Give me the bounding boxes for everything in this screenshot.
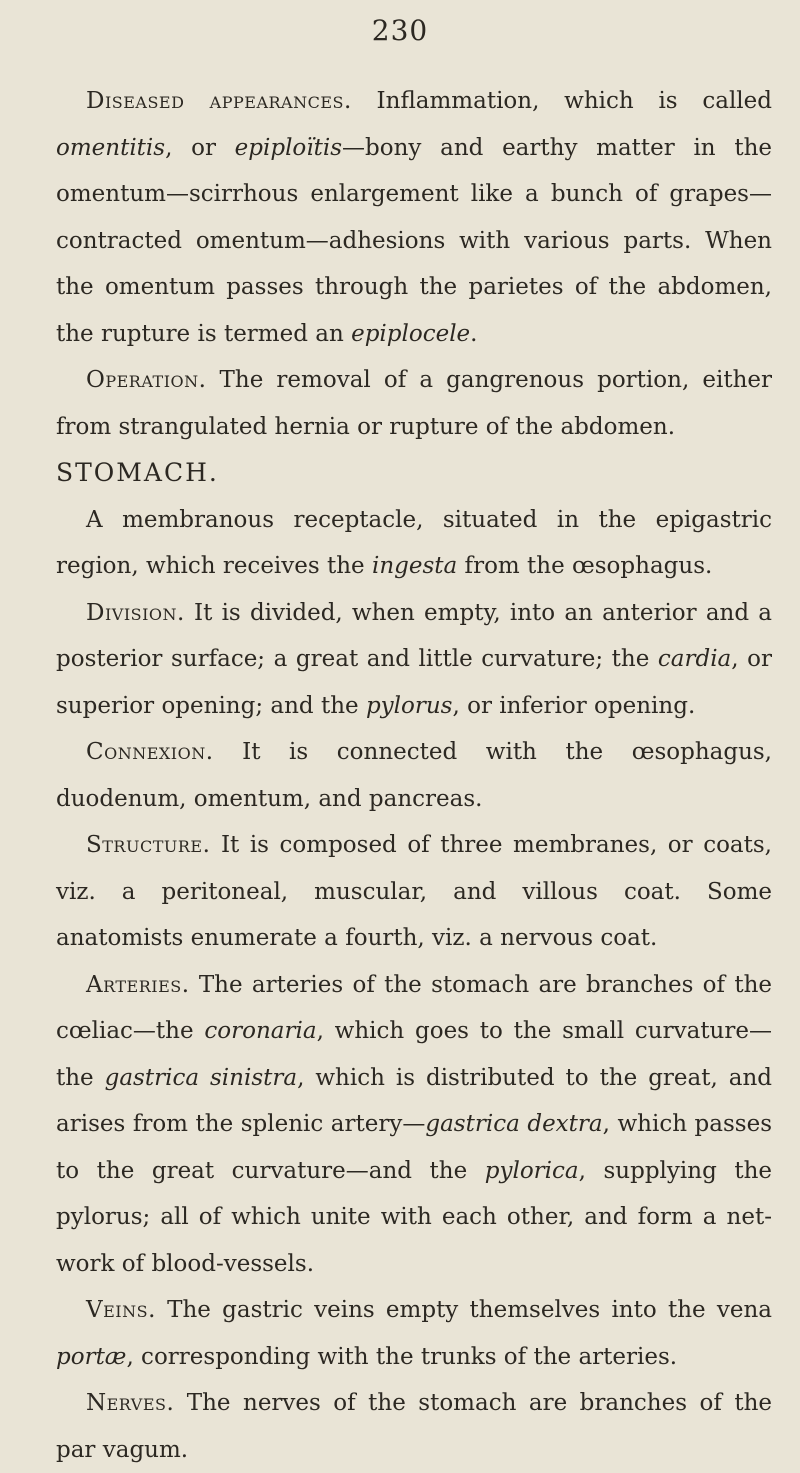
text-run: Inflammation, which is called — [351, 88, 772, 114]
text-run: The nerves of the stomach are branches of the par vagum. — [56, 1390, 772, 1463]
page-text — [56, 78, 772, 1473]
italic-term: gastrica sinistra — [104, 1064, 298, 1091]
text-run: . — [470, 320, 478, 347]
paragraph-division — [56, 590, 772, 730]
paragraph-definition — [56, 497, 772, 590]
italic-term: pylorica — [484, 1157, 579, 1184]
italic-term: epiploïtis — [234, 134, 343, 161]
paragraph-veins — [56, 1287, 772, 1380]
text-run: The arteries of the stomach are branches of the cœliac—the — [56, 971, 772, 1044]
italic-term: pylorus — [365, 692, 453, 719]
italic-term: portæ — [56, 1343, 127, 1370]
run-in-heading: Division. — [86, 599, 185, 626]
text-run: , or — [165, 134, 235, 161]
paragraph-structure — [56, 822, 772, 962]
paragraph-nerves — [56, 1380, 772, 1473]
text-run: , which is distributed to the great, and arises from the splenic artery— — [56, 1064, 772, 1137]
run-in-heading: Operation. — [86, 367, 207, 393]
text-run: , or superior opening; and the — [56, 646, 772, 719]
text-run: from the œsophagus. — [457, 553, 713, 579]
text-run: —bony and earthy matter in the omentum—scirrhous enlargement like a bunch of grapes—contracted omentum—adhesions with various parts. When the omentum passes through the parietes of the abdomen, the rupture is termed an — [56, 134, 772, 347]
paragraph-diseased-appearances — [56, 78, 772, 357]
run-in-heading: Veins. — [86, 1297, 156, 1323]
run-in-heading: Diseased appearances. — [86, 88, 352, 114]
run-in-heading: Arteries. — [86, 971, 190, 998]
run-in-heading: Connexion. — [86, 739, 214, 765]
paragraph-operation — [56, 357, 772, 450]
italic-term: omentitis — [56, 134, 166, 161]
text-run: , which goes to the small curvature—the — [56, 1018, 772, 1091]
text-run: The gastric veins empty themselves into the vena — [155, 1297, 772, 1323]
italic-term: epiplocele — [351, 320, 471, 347]
italic-term: cardia — [657, 646, 732, 672]
text-run: It is connected with the œsophagus, duodenum, omentum, and pancreas. — [56, 739, 772, 812]
text-run: , supplying the pylorus; all of which unite with each other, and form a net-work of blood-vessels. — [56, 1157, 772, 1277]
text-run: , corresponding with the trunks of the arteries. — [126, 1343, 678, 1370]
text-run: The removal of a gangrenous portion, either from strangulated hernia or rupture of the abdomen. — [56, 367, 772, 440]
paragraph-connexion — [56, 729, 772, 822]
text-run: It is composed of three membranes, or coats, viz. a peritoneal, muscular, and villous coat. Some anatomists enumerate a fourth, viz. a nervous coat. — [56, 832, 772, 951]
text-run: , or inferior opening. — [452, 692, 696, 719]
text-run: A membranous receptacle, situated in the epigastric region, which receives the — [56, 506, 772, 579]
section-heading: STOMACH. — [56, 458, 219, 487]
run-in-heading: Structure. — [86, 832, 211, 858]
italic-term: coronaria — [204, 1018, 317, 1044]
page-number: 230 — [371, 14, 429, 47]
text-run: It is divided, when empty, into an anterior and a posterior surface; a great and little curvature; the — [56, 599, 772, 672]
italic-term: gastrica dextra — [425, 1111, 603, 1137]
run-in-heading: Nerves. — [86, 1390, 175, 1416]
italic-term: ingesta — [371, 553, 458, 579]
paragraph-arteries — [56, 962, 772, 1288]
text-run: , which passes to the great curvature—and the — [56, 1111, 773, 1184]
